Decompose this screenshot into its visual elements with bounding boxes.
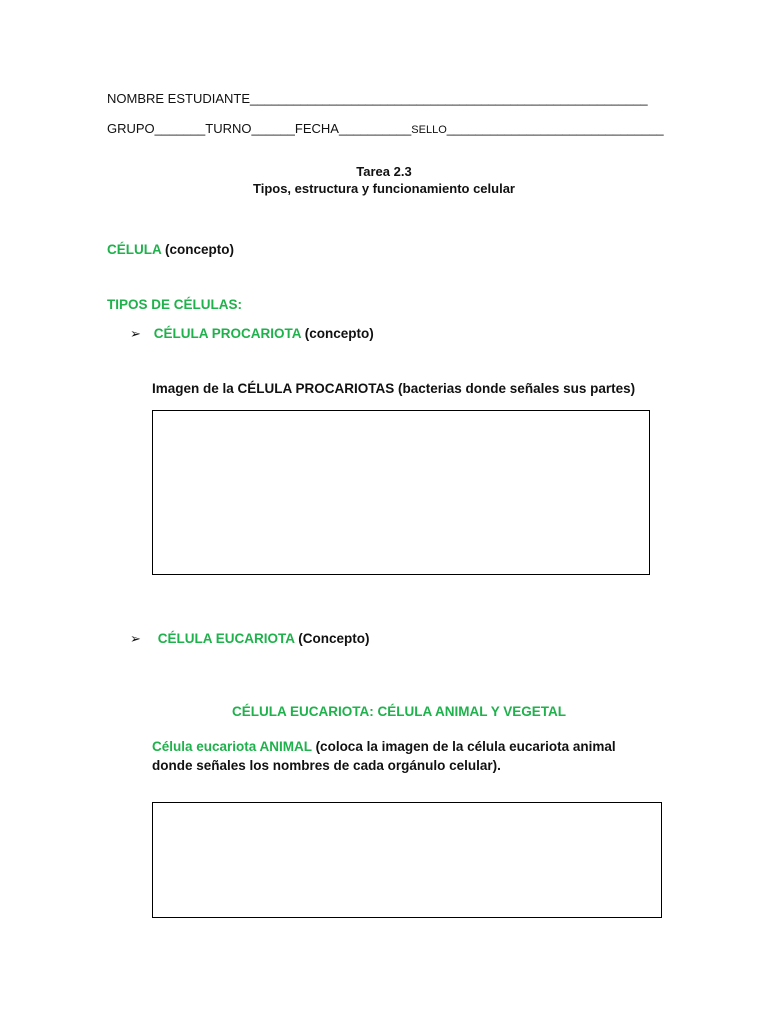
student-name-label: NOMBRE ESTUDIANTE: [107, 91, 251, 106]
prokaryote-note: (concepto): [304, 326, 374, 341]
seal-label: SELLO: [411, 124, 447, 136]
seal-blank: ______________________________: [446, 121, 664, 136]
eukaryote-term: CÉLULA EUCARIOTA: [157, 631, 295, 646]
assignment-title: Tarea 2.3: [356, 164, 412, 179]
arrow-bullet-icon: ➢: [130, 631, 141, 646]
animal-cell-note-line1: (coloca la imagen de la célula eucariota animal: [315, 739, 616, 754]
animal-cell-note-line2: donde señales los nombres de cada orgánulo celular).: [152, 758, 501, 773]
turn-blank: ______: [251, 121, 295, 136]
arrow-bullet-icon: ➢: [130, 326, 141, 341]
date-blank: __________: [338, 121, 412, 136]
assignment-subtitle: Tipos, estructura y funcionamiento celular: [253, 181, 515, 196]
student-name-blank: _______________________________________________________: [250, 91, 648, 106]
prokaryote-item: [130, 326, 374, 342]
cell-types-heading: TIPOS DE CÉLULAS:: [107, 297, 243, 312]
eukaryote-item: [130, 631, 370, 647]
group-info-line: [107, 121, 664, 136]
animal-cell-image-box[interactable]: [152, 802, 662, 918]
prokaryote-term: CÉLULA PROCARIOTA: [153, 326, 302, 341]
cell-term: CÉLULA: [107, 242, 162, 257]
group-blank: _______: [154, 121, 206, 136]
prokaryote-image-caption: Imagen de la CÉLULA PROCARIOTAS (bacterias donde señales sus partes): [152, 381, 636, 396]
turn-label: TURNO: [205, 121, 252, 136]
animal-cell-term: Célula eucariota ANIMAL: [152, 739, 312, 754]
eukaryote-note: (Concepto): [298, 631, 370, 646]
student-name-field: [107, 91, 648, 106]
eukaryote-section-heading: CÉLULA EUCARIOTA: CÉLULA ANIMAL Y VEGETAL: [232, 704, 566, 719]
animal-cell-instruction-line1: [152, 739, 616, 754]
date-label: FECHA: [294, 121, 339, 136]
group-label: GRUPO: [107, 121, 155, 136]
cell-note: (concepto): [165, 242, 235, 257]
cell-concept-heading: [107, 242, 234, 257]
prokaryote-image-box[interactable]: [152, 410, 650, 575]
